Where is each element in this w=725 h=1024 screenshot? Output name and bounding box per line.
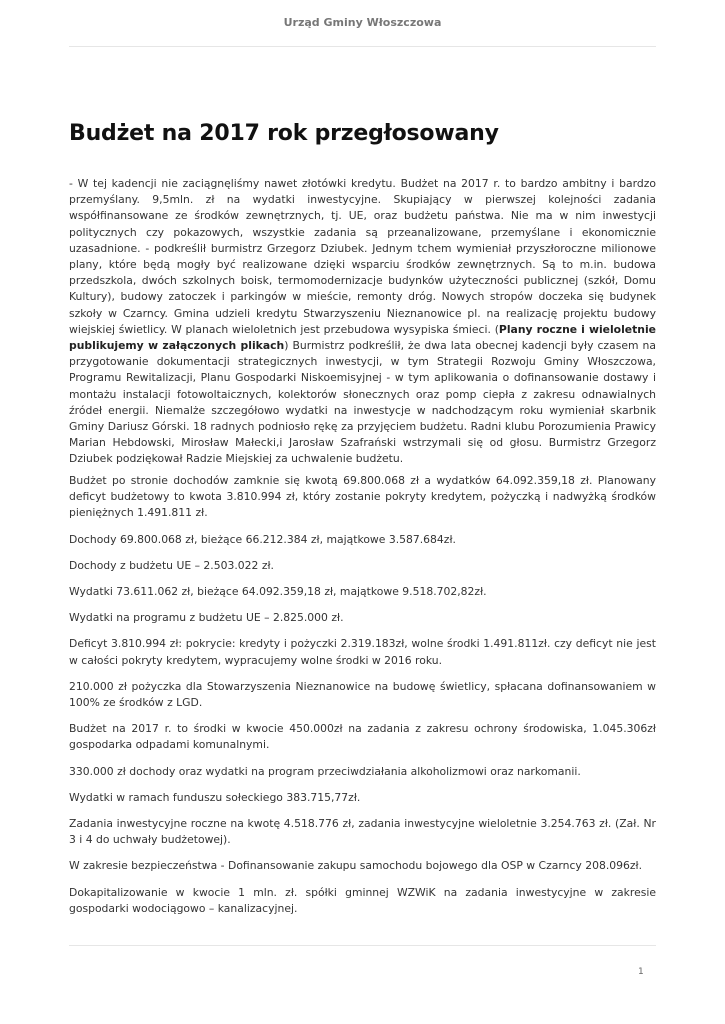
budget-facts	[69, 473, 656, 927]
fact-investments: Zadania inwestycyjne roczne na kwotę 4.518.776 zł, zadania inwestycyjne wieloletnie 3.254.763 zł. (Zał. Nr 3 i 4 do uchwały budżetowej).	[69, 817, 656, 847]
fact-village-fund: Wydatki w ramach funduszu sołeckiego 383.715,77zł.	[69, 790, 361, 804]
fact-deficit: Deficyt 3.810.994 zł: pokrycie: kredyty i pożyczki 2.319.183zł, wolne środki 1.491.811zł. czy deficyt nie jest w całości pokryty kredytem, wypracujemy wolne środki w 2016 roku.	[69, 637, 656, 667]
fact-expenses: Wydatki 73.611.062 zł, bieżące 64.092.359,18 zł, majątkowe 9.518.702,82zł.	[69, 585, 487, 599]
fact-loan: 210.000 zł pożyczka dla Stowarzyszenia Nieznanowice na budowę świetlicy, spłacana dofinansowaniem w 100% ze środków z LGD.	[69, 679, 656, 710]
article-intro	[69, 176, 656, 468]
fact-revenue-summary: Budżet po stronie dochodów zamknie się kwotą 69.800.068 zł a wydatków 64.092.359,18 zł. Planowany deficyt budżetowy to kwota 3.810.994 zł, który zostanie pokryty kredytem, pożyczką i nadwyżką środków pieniężnych 1.491.811 zł.	[69, 474, 656, 520]
fact-security: W zakresie bezpieczeństwa - Dofinansowanie zakupu samochodu bojowego dla OSP w Czarncy 208.096zł.	[69, 859, 643, 873]
header-divider	[69, 46, 656, 47]
fact-recapitalization: Dokapitalizowanie w kwocie 1 mln. zł. spółki gminnej WZWiK na zadania inwestycyjne w zakresie gospodarki wodociągowo – kanalizacyjnej.	[69, 885, 656, 915]
attachments-note: Plany roczne i wieloletnie publikujemy w załączonych plikach	[69, 322, 656, 353]
fact-revenue: Dochody 69.800.068 zł, bieżące 66.212.384 zł, majątkowe 3.587.684zł.	[69, 532, 456, 546]
intro-text-end: ) Burmistrz podkreślił, że dwa lata obecnej kadencji były czasem na przygotowanie dokumentacji strategicznych inwestycji, w tym Strategii Rozwoju Gminy Włoszczowa, Programu Rewitalizacji, Planu Gospodarki Niskoemisyjnej - w tym aplikowania o dofinansowanie dostawy i montażu instalacji fotowoltaicznych, kolektorów słonecznych oraz pomp ciepła z zakresu odnawialnych źródeł energii. Niemalże szczegółowo wydatki na inwestycje w nadchodzącym roku wymieniał skarbnik Gminy Dariusz Górski. 18 radnych podniosło rękę za przyjęciem budżetu. Radni klubu Porozumienia Prawicy Marian Hebdowski, Mirosław Małecki,i Jarosław Szafrański wstrzymali się od głosu. Burmistrz Grzegorz Dziubek podziękował Radzie Miejskiej za uchwalenie budżetu.	[69, 339, 656, 466]
page-number: 1	[638, 967, 644, 977]
article-title: Budżet na 2017 rok przegłosowany	[69, 121, 499, 146]
footer-divider	[69, 945, 656, 946]
fact-eu-programs: Wydatki na programu z budżetu UE – 2.825.000 zł.	[69, 611, 344, 625]
fact-environment: Budżet na 2017 r. to środki w kwocie 450.000zł na zadania z zakresu ochrony środowiska, 1.045.306zł gospodarka odpadami komunalnymi.	[69, 722, 656, 752]
intro-text-start: - W tej kadencji nie zaciągnęliśmy nawet złotówki kredytu. Budżet na 2017 r. to bardzo ambitny i bardzo przemyślany. 9,5mln. zł na wydatki inwestycyjne. Skupiający w pierwszej kolejności zadania współfinansowane ze środków zewnętrznych, tj. UE, oraz budżetu państwa. Nie ma w nim inwestycji politycznych czy pokazowych, wszystkie zadania są przeanalizowane, przemyślane i ekonomicznie uzasadnione. - podkreślił burmistrz Grzegorz Dziubek. Jednym tchem wymieniał przyszłoroczne milionowe plany, które będą mogły być realizowane dzięki wsparciu środków zewnętrznych. Są to m.in. budowa przedszkola, dwóch szkolnych boisk, termomodernizacje budynków użyteczności publicznej (szkół, Domu Kultury), budowy zatoczek i parkingów w mieście, remonty dróg. Nowych stropów doczeka się budynek szkoły w Czarncy. Gmina udzieli kredytu Stwarzyszeniu Nieznanowice pl. na realizację projektu budowy wiejskiej świetlicy. W planach wieloletnich jest przebudowa wysypiska śmieci. (	[69, 177, 656, 336]
site-title: Urząd Gminy Włoszczowa	[283, 16, 442, 29]
fact-alcohol-program: 330.000 zł dochody oraz wydatki na program przeciwdziałania alkoholizmowi oraz narkomanii.	[69, 764, 581, 778]
fact-eu-revenue: Dochody z budżetu UE – 2.503.022 zł.	[69, 558, 274, 572]
